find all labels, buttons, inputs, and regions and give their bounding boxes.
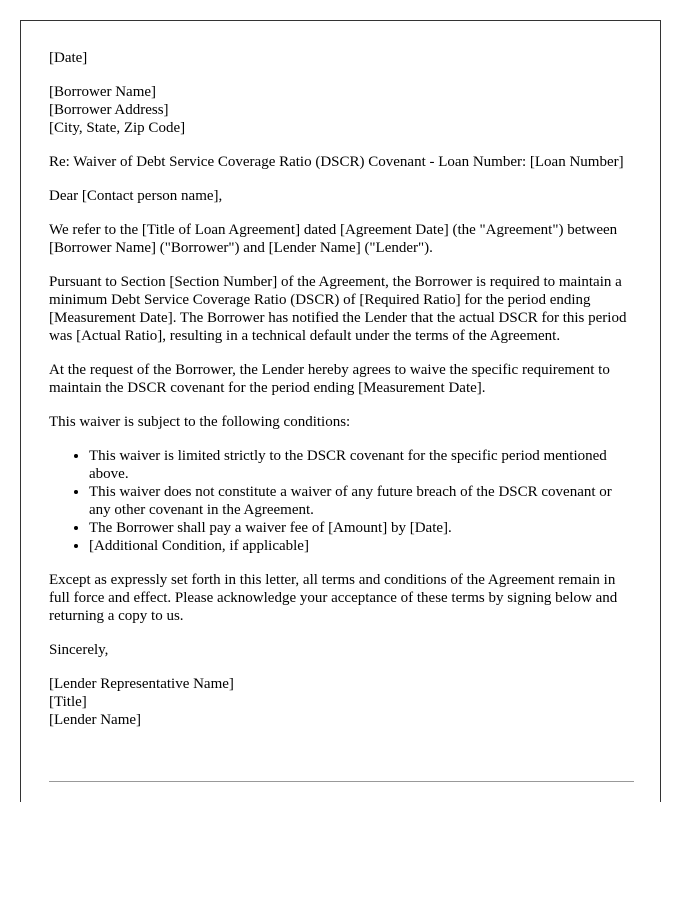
letter-page — [20, 20, 661, 802]
recipient-block — [49, 83, 634, 137]
recipient-name: [Borrower Name] — [49, 84, 157, 100]
paragraph-conditions-intro: This waiver is subject to the following conditions: — [49, 414, 351, 430]
condition-item: • The Borrower shall pay a waiver fee of [Amount] by [Date]. — [89, 519, 634, 537]
paragraph-default: Pursuant to Section [Section Number] of the Agreement, the Borrower is required to maintain a minimum Debt Service Coverage Ratio (DSCR) of [Required Ratio] for the period ending [Measurement Date]. The Borrower has notified the Lender that the actual DSCR for this period was [Actual Ratio], resulting in a technical default under the terms of the Agreement. — [49, 274, 627, 344]
salutation: Dear [Contact person name], — [49, 188, 223, 204]
letter-body — [49, 49, 634, 745]
signer-title: [Title] — [49, 694, 87, 710]
sign-off: Sincerely, — [49, 642, 109, 658]
paragraph-reference: We refer to the [Title of Loan Agreement] dated [Agreement Date] (the "Agreement") between [Borrower Name] ("Borrower") and [Lender Name] ("Lender"). — [49, 222, 618, 256]
signature-block — [49, 675, 634, 729]
subject-line: Re: Waiver of Debt Service Coverage Ratio (DSCR) Covenant - Loan Number: [Loan Number] — [49, 154, 624, 170]
signer-company: [Lender Name] — [49, 712, 142, 728]
letter-date: [Date] — [49, 50, 88, 66]
footer-divider — [49, 781, 634, 782]
condition-item: • [Additional Condition, if applicable] — [89, 537, 634, 555]
conditions-list — [49, 447, 634, 555]
paragraph-waiver: At the request of the Borrower, the Lender hereby agrees to waive the specific requirement to maintain the DSCR covenant for the period ending [Measurement Date]. — [49, 362, 610, 396]
condition-item: • This waiver does not constitute a waiver of any future breach of the DSCR covenant or any other covenant in the Agreement. — [89, 483, 634, 519]
closing-paragraph: Except as expressly set forth in this letter, all terms and conditions of the Agreement remain in full force and effect. Please acknowledge your acceptance of these terms by signing below and returning a copy to us. — [49, 572, 618, 624]
signer-name: [Lender Representative Name] — [49, 676, 234, 692]
recipient-city-state-zip: [City, State, Zip Code] — [49, 120, 186, 136]
condition-item: • This waiver is limited strictly to the DSCR covenant for the specific period mentioned above. — [89, 447, 634, 483]
recipient-address: [Borrower Address] — [49, 102, 169, 118]
